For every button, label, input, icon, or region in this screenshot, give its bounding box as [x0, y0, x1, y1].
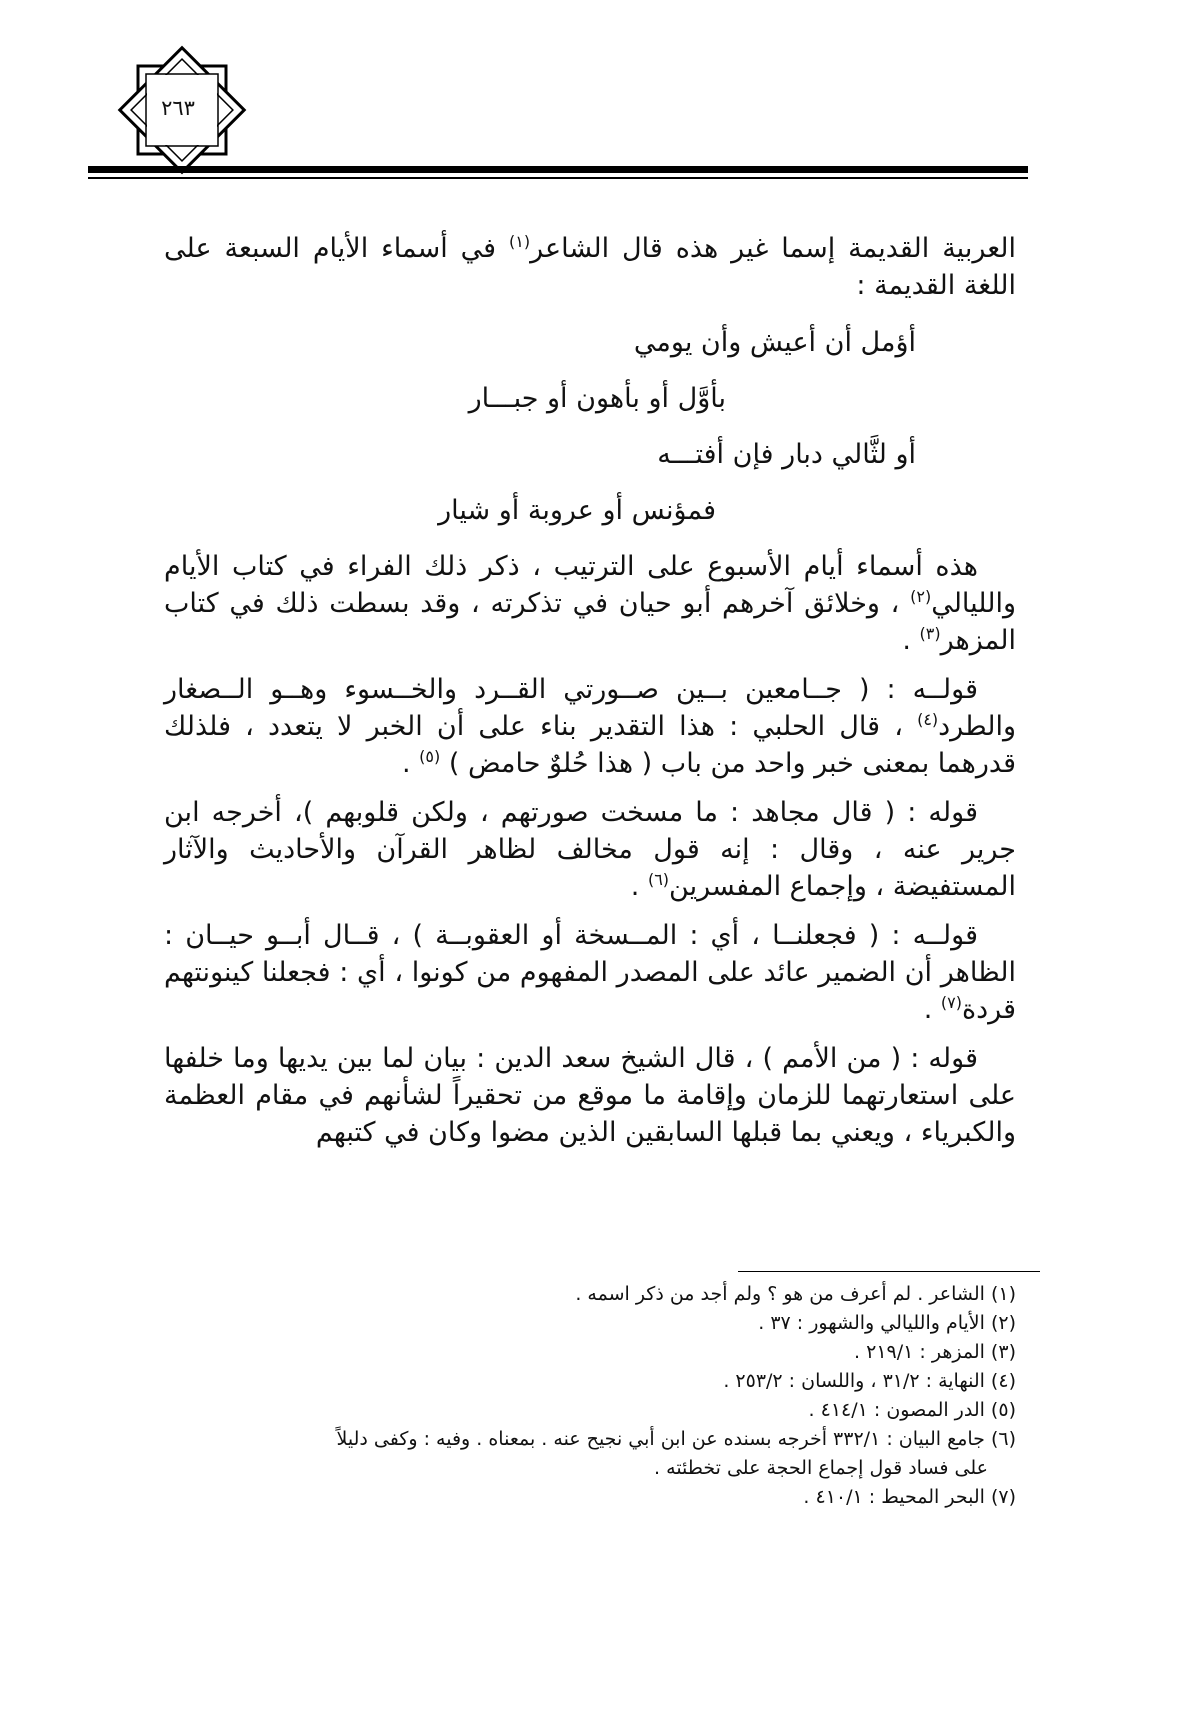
footnote-4: (٤) النهاية : ٣١/٢ ، واللسان : ٢٥٣/٢ .: [723, 1370, 1016, 1392]
paragraph-4: قوله : ( قال مجاهد : ما مسخت صورتهم ، ولكن قلوبهم )، أخرجه ابن جرير عنه ، وقال : إنه قول مخالف لظاهر القرآن والأحاديث والآثار المستفيضة ، وإجماع المفسرين$^{(٦)}$ .: [164, 797, 1016, 902]
footnote-ref-1[interactable]: (١): [509, 232, 531, 251]
paragraph-5: قولــه : ( فجعلنــا ، أي : المــسخة أو العقوبــة ) ، قــال أبــو حيــان : الظاهر أن الضمير عائد على المصدر المفهوم من كونوا ، أي : فجعلنا كينونتهم قردة$^{(٧)}$ .: [164, 920, 1016, 1025]
footnote-ref-6[interactable]: (٦): [647, 870, 670, 889]
footnotes: [156, 1280, 1016, 1512]
footnote-2: (٢) الأيام والليالي والشهور : ٣٧ .: [758, 1312, 1016, 1334]
footnote-5: (٥) الدر المصون : ٤١٤/١ .: [808, 1399, 1016, 1421]
footnote-6: (٦) جامع البيان : ٣٣٢/١ أخرجه بسنده عن ابن أبي نجيح عنه . بمعناه . وفيه : وكفى دليلاً: [336, 1428, 1016, 1450]
paragraph-2: هذه أسماء أيام الأسبوع على الترتيب ، ذكر ذلك الفراء في كتاب الأيام والليالي$^{(٢)}$ ، وخلائق آخرهم أبو حيان في تذكرته ، وقد بسطت ذلك في كتاب المزهر$^{(٣)}$ .: [164, 551, 1016, 656]
verse-line-4: فمؤنس أو عروبة أو شيار: [438, 495, 716, 526]
verse-line-3: أو لثَّالي دبار فإن أفتـــه: [657, 439, 916, 470]
header-rule-thick: [88, 166, 1028, 173]
main-text: [164, 230, 1016, 1163]
page-number: ٢٦٣: [161, 96, 195, 120]
footnote-ref-5[interactable]: (٥): [419, 747, 441, 766]
footnote-3: (٣) المزهر : ٢١٩/١ .: [854, 1341, 1016, 1363]
footnote-ref-4[interactable]: (٤): [917, 710, 939, 729]
paragraph-1: العربية القديمة إسما غير هذه قال الشاعر$^{(١)}$ في أسماء الأيام السبعة على اللغة القديمة :: [164, 232, 1016, 301]
paragraph-6: قوله : ( من الأمم ) ، قال الشيخ سعد الدين : بيان لما بين يديها وما خلفها على استعارتهما للزمان وإقامة ما موقع من تحقيراً لشأنهم في مقام العظمة والكبرياء ، ويعني بما قبلها السابقين الذين مضوا وكان في كتبهم: [164, 1043, 1016, 1148]
footnote-ref-7[interactable]: (٧): [940, 993, 963, 1012]
footnote-separator: [738, 1271, 1040, 1272]
footnote-7: (٧) البحر المحيط : ٤١٠/١ .: [803, 1486, 1016, 1508]
header-rule-thin: [88, 177, 1028, 179]
footnote-ref-3[interactable]: (٣): [919, 624, 941, 643]
verse-line-2: بأوَّل أو بأهون أو جبـــار: [468, 383, 726, 414]
footnote-1: (١) الشاعر . لم أعرف من هو ؟ ولم أجد من ذكر اسمه .: [575, 1283, 1016, 1305]
page-number-badge: [108, 38, 248, 178]
footnote-6-continuation: على فساد قول إجماع الحجة على تخطئته .: [654, 1457, 988, 1479]
paragraph-3: قولــه : ( جــامعين بــين صــورتي القــرد والخــسوء وهــو الــصغار والطرد$^{(٤)}$ ، قال الحلبي : هذا التقدير بناء على أن الخبر لا يتعدد ، فلذلك قدرهما بمعنى خبر واحد من باب ( هذا حُلوٌ حامض ) $^{(٥)}$ .: [164, 674, 1016, 779]
footnote-ref-2[interactable]: (٢): [910, 587, 932, 606]
verse-line-1: أؤمل أن أعيش وأن يومي: [633, 327, 916, 358]
